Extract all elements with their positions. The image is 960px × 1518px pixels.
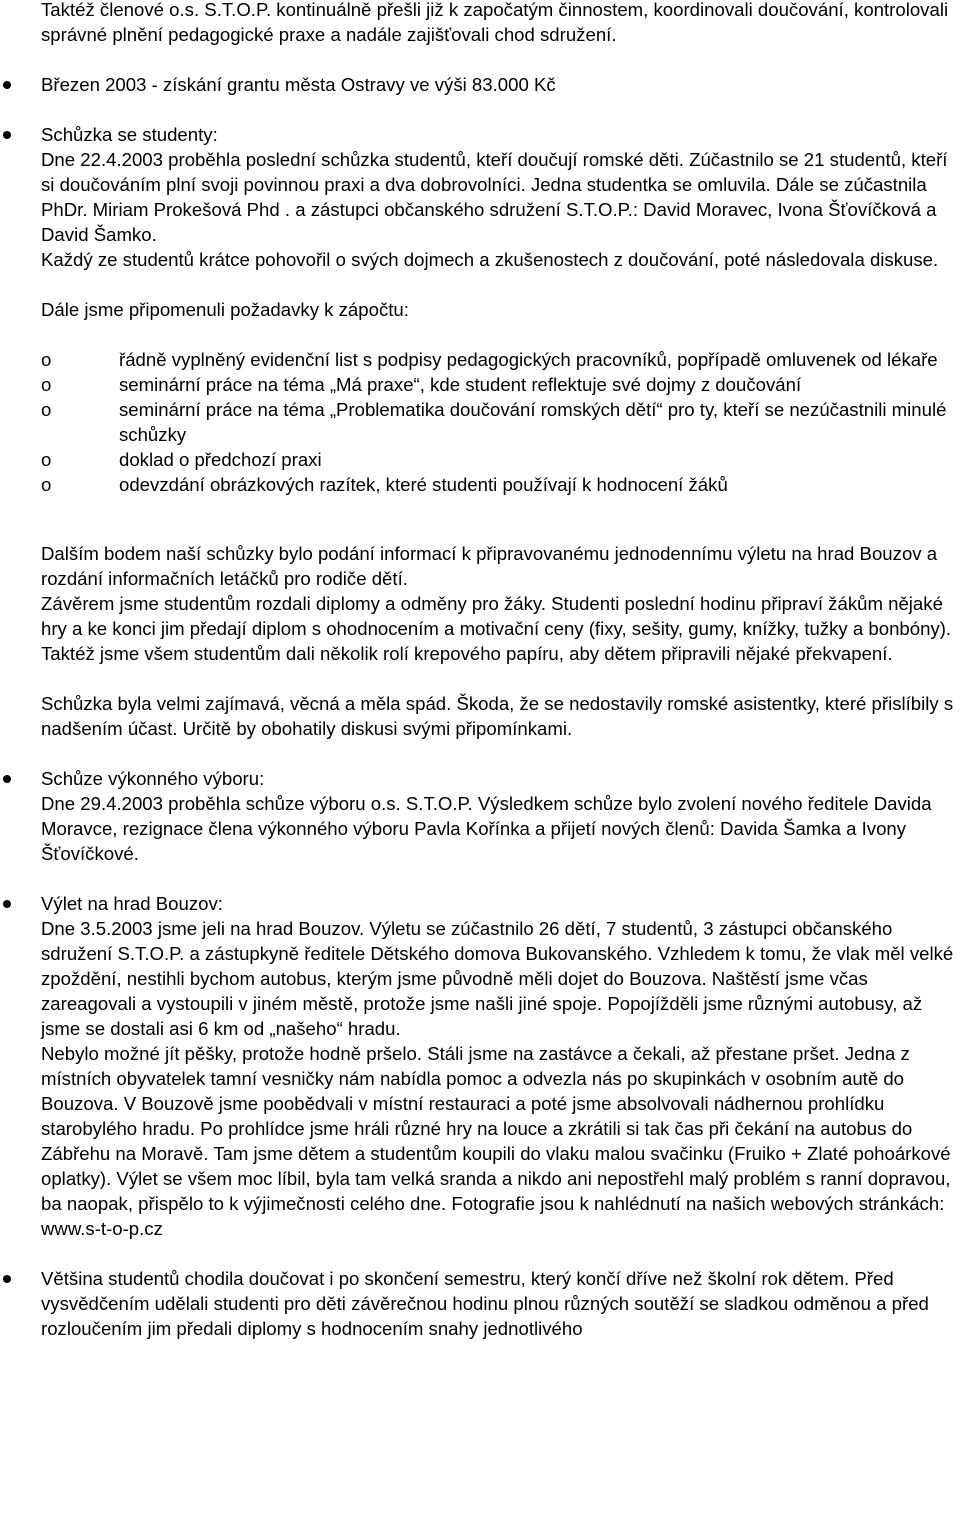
trip-paragraph-1: Dne 3.5.2003 jsme jeli na hrad Bouzov. Výletu se zúčastnilo 26 dětí, 7 studentů, 3 zástupci občanského sdružení S.T.O.P. a zástupkyně ředitele Dětského domova Bukovanského. Vzhledem k tomu, že vlak měl velké zpoždění, nestihli bychom autobus, kterým jsme původně měli dojet do Bouzova. Naštěstí jsme včas zareagovali a vystoupili v jiném městě, protože jsme našli jiné spoje. Popojížděli jsme různými autobusy, až jsme se dostali asi 6 km od „našeho“ hradu. (41, 918, 954, 1039)
spacer (0, 497, 960, 541)
requirement-item (0, 472, 960, 497)
requirement-item (0, 347, 960, 372)
list-marker: o (41, 399, 52, 420)
spacer (0, 666, 960, 691)
requirement-item (0, 447, 960, 472)
bullet-dot-icon (3, 900, 11, 908)
bullet-grant (0, 72, 960, 97)
meeting-paragraph-5: Schůzka byla velmi zajímavá, věcná a měla spád. Škoda, že se nedostavily romské asistentky, které přislíbily s nadšením účast. Určitě by obohatily diskusi svými připomínkami. (41, 693, 954, 739)
list-marker: o (41, 374, 52, 395)
requirements-list (0, 347, 960, 497)
intro-paragraph: Taktéž členové o.s. S.T.O.P. kontinuálně přešli již k započatým činnostem, koordinovali doučování, kontrolovali správné plnění pedagogické praxe a nadále zajišťovali chod sdružení. (41, 0, 949, 45)
spacer (0, 97, 960, 122)
meeting-paragraph-1: Dne 22.4.2003 proběhla poslední schůzka studentů, kteří doučují romské děti. Zúčastnilo se 21 studentů, kteří si doučováním plní svoji povinnou praxi a dva dobrovolníci. Jedna studentka se omluvila. Dále se zúčastnila PhDr. Miriam Prokešová Phd . a zástupci občanského sdružení S.T.O.P.: David Moravec, Ivona Šťovíčková a David Šamko. (41, 149, 948, 245)
requirement-text: odevzdání obrázkových razítek, které studenti používají k hodnocení žáků (119, 474, 728, 495)
meeting-paragraph-3: Dalším bodem naší schůzky bylo podání informací k připravovanému jednodennímu výletu na hrad Bouzov a rozdání informačních letáčků pro rodiče dětí. (41, 543, 938, 589)
bullet-dot-icon (3, 131, 11, 139)
bullet-semester (0, 1266, 960, 1341)
spacer (0, 741, 960, 766)
list-marker: o (41, 449, 52, 470)
board-heading: Schůze výkonného výboru: (41, 768, 265, 789)
bullet-dot-icon (3, 775, 11, 783)
spacer (41, 272, 954, 297)
bullet-board-meeting (0, 766, 960, 866)
bullet-dot-icon (3, 81, 11, 89)
spacer (0, 47, 960, 72)
requirement-text: řádně vyplněný evidenční list s podpisy pedagogických pracovníků, popřípadě omluvenek od lékaře (119, 349, 938, 370)
list-marker: o (41, 474, 52, 495)
semester-text: Většina studentů chodila doučovat i po skončení semestru, který končí dříve než školní rok dětem. Před vysvědčením udělali studenti pro děti závěrečnou hodinu plnou různých soutěží se sladkou odměnou a před rozloučením jim předali diplomy s hodnocením snahy jednotlivého (41, 1268, 929, 1339)
requirements-intro: Dále jsme připomenuli požadavky k zápočtu: (41, 299, 409, 320)
grant-text: Březen 2003 - získání grantu města Ostravy ve výši 83.000 Kč (41, 74, 556, 95)
meeting-paragraph-2: Každý ze studentů krátce pohovořil o svých dojmech a zkušenostech z doučování, poté následovala diskuse. (41, 249, 939, 270)
spacer (0, 866, 960, 891)
requirement-text: doklad o předchozí praxi (119, 449, 322, 470)
bullet-student-meeting (0, 122, 960, 322)
spacer (0, 1241, 960, 1266)
trip-paragraph-2: Nebylo možné jít pěšky, protože hodně pršelo. Stáli jsme na zastávce a čekali, až přestane pršet. Jedna z místních obyvatelek tamní vesničky nám nabídla pomoc a odvezla nás po skupinkách v osobním autě do Bouzova. V Bouzově jsme poobědvali v místní restauraci a poté jsme absolvovali nádhernou prohlídku starobylého hradu. Po prohlídce jsme hráli různé hry na louce a zkrátili si tak čas při čekání na autobus do Zábřehu na Moravě. Tam jsme dětem a studentům koupili do vlaku malou svačinku (Fruiko + Zlaté pohoárkové oplatky). Výlet se všem moc líbil, byla tam velká sranda a nikdo ani nepostřehl malý problém s ranní dopravou, ba naopak, přispělo to k výjimečnosti celého dne. Fotografie jsou k nahlédnutí na našich webových stránkách: www.s-t-o-p.cz (41, 1043, 951, 1239)
meeting-paragraph-4: Závěrem jsme studentům rozdali diplomy a odměny pro žáky. Studenti poslední hodinu připraví žákům nějaké hry a ke konci jim předají diplom s ohodnocením a motivační ceny (fixy, sešity, gumy, knížky, tužky a bonbóny). Taktéž jsme všem studentům dali několik rolí krepového papíru, aby dětem připravili nějaké překvapení. (41, 593, 952, 664)
requirement-item (0, 372, 960, 397)
list-marker: o (41, 349, 52, 370)
board-text: Dne 29.4.2003 proběhla schůze výboru o.s. S.T.O.P. Výsledkem schůze bylo zvolení nového ředitele Davida Moravce, rezignace člena výkonného výboru Pavla Kořínka a přijetí nových členů: Davida Šamka a Ivony Šťovíčkové. (41, 793, 932, 864)
spacer (0, 322, 960, 347)
requirement-text: seminární práce na téma „Má praxe“, kde student reflektuje své dojmy z doučování (119, 374, 802, 395)
meeting-heading: Schůzka se studenty: (41, 124, 218, 145)
requirement-text: seminární práce na téma „Problematika doučování romských dětí“ pro ty, kteří se nezúčastnili minulé schůzky (119, 399, 947, 445)
trip-heading: Výlet na hrad Bouzov: (41, 893, 223, 914)
bullet-trip (0, 891, 960, 1241)
requirement-item (0, 397, 960, 447)
bullet-dot-icon (3, 1275, 11, 1283)
